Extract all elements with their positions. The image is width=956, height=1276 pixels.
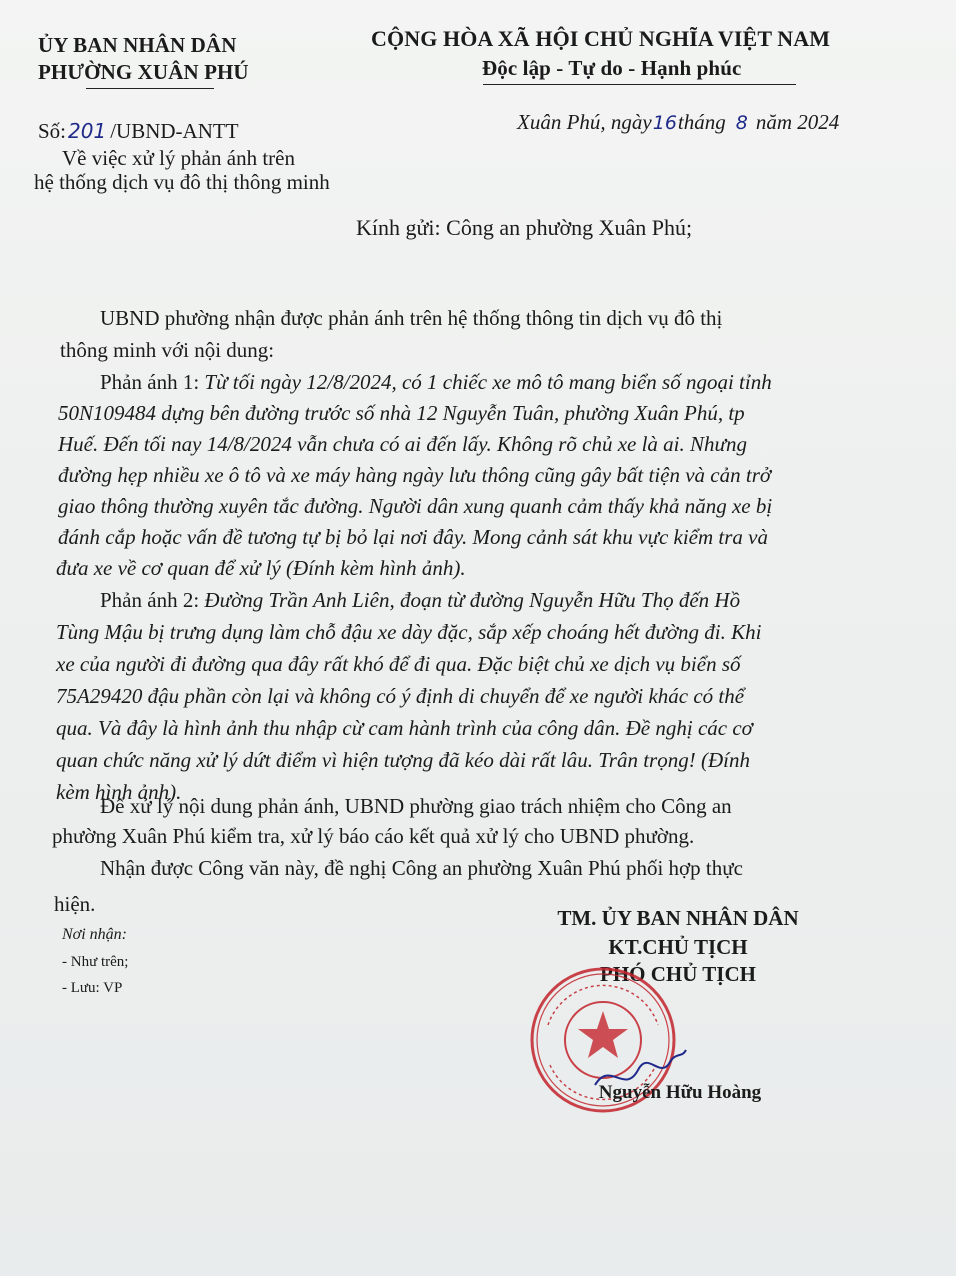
report-1-label: Phản ánh 1: [100, 370, 205, 394]
doc-number-prefix: Số: [38, 119, 67, 143]
document-date [517, 106, 839, 139]
motto-underline [483, 84, 796, 85]
date-month: 8 [735, 112, 748, 134]
date-month-label: tháng [677, 110, 726, 134]
signature-title-1: TM. ỦY BAN NHÂN DÂN [557, 906, 799, 930]
signer-name: Nguyễn Hữu Hoàng [598, 1082, 762, 1103]
signature-title-3: PHÓ CHỦ TỊCH [600, 962, 756, 986]
report-2-line-4: 75A29420 đậu phần còn lại và không có ý định di chuyển để xe người khác có thể [56, 684, 745, 708]
report-2-line-7: kèm hình ảnh). [56, 780, 182, 804]
date-year: năm 2024 [755, 110, 840, 134]
report-1-line-4: đường hẹp nhiều xe ô tô và xe máy hàng ngày lưu thông cũng gây bất tiện và cản trở [58, 463, 772, 487]
report-1-line-5: giao thông thường xuyên tắc đường. Người dân xung quanh cảm thấy khả năng xe bị [58, 494, 773, 518]
closing-line-1: Nhận được Công văn này, đề nghị Công an phường Xuân Phú phối hợp thực [100, 856, 743, 880]
report-1-line-1 [100, 366, 772, 398]
national-motto: Độc lập - Tự do - Hạnh phúc [482, 56, 742, 80]
recipients-item-1: - Như trên; [62, 954, 129, 970]
report-2-line-2: Tùng Mậu bị trưng dụng làm chỗ đậu xe dày đặc, sắp xếp choáng hết đường đi. Khi [56, 620, 762, 644]
report-1-line-7: đưa xe về cơ quan để xử lý (Đính kèm hình ảnh). [56, 556, 466, 580]
recipients-item-2: - Lưu: VP [62, 980, 123, 996]
national-title: CỘNG HÒA XÃ HỘI CHỦ NGHĨA VIỆT NAM [371, 26, 831, 51]
report-2-line-6: quan chức năng xử lý dứt điểm vì hiện tượng đã kéo dài rất lâu. Trân trọng! (Đính [56, 748, 750, 772]
intro-line-1: UBND phường nhận được phản ánh trên hệ thống thông tin dịch vụ đô thị [100, 306, 723, 330]
report-2-line-1 [100, 584, 740, 616]
intro-line-2: thông minh với nội dung: [60, 338, 275, 362]
signature-title-2: KT.CHỦ TỊCH [608, 935, 748, 959]
report-1-line-2: 50N109484 dựng bên đường trước số nhà 12 Nguyễn Tuân, phường Xuân Phú, tp [58, 401, 745, 425]
assign-line-1: Để xử lý nội dung phản ánh, UBND phường giao trách nhiệm cho Công an [100, 794, 732, 818]
issuer-underline [86, 88, 214, 89]
report-1-line-3: Huế. Đến tối nay 14/8/2024 vẫn chưa có ai đến lấy. Không rõ chủ xe là ai. Nhưng [58, 432, 747, 456]
report-2-line-5: qua. Và đây là hình ảnh thu nhập cừ cam hành trình của công dân. Đề nghị các cơ [56, 716, 753, 740]
report-2-text-1: Đường Trần Anh Liên, đoạn từ đường Nguyễn Hữu Thọ đến Hồ [204, 588, 741, 612]
closing-line-2: hiện. [54, 892, 96, 916]
recipient-line: Kính gửi: Công an phường Xuân Phú; [356, 215, 693, 240]
issuer-line-1: ỦY BAN NHÂN DÂN [38, 33, 237, 57]
report-1-text-1: Từ tối ngày 12/8/2024, có 1 chiếc xe mô tô mang biển số ngoại tỉnh [204, 370, 772, 394]
report-2-label: Phản ánh 2: [100, 588, 205, 612]
assign-line-2: phường Xuân Phú kiểm tra, xử lý báo cáo kết quả xử lý cho UBND phường. [52, 824, 695, 848]
date-day: 16 [652, 112, 677, 134]
report-1-line-6: đánh cắp hoặc vấn đề tương tự bị bỏ lại nơi đây. Mong cảnh sát khu vực kiểm tra và [58, 525, 768, 549]
subject-line-2: hệ thống dịch vụ đô thị thông minh [34, 170, 330, 194]
report-2-line-3: xe của người đi đường qua đây rất khó để đi qua. Đặc biệt chủ xe dịch vụ biển số [56, 652, 741, 676]
doc-number-handwritten: 201 [68, 119, 107, 143]
date-place: Xuân Phú, ngày [517, 110, 652, 134]
doc-number-suffix: /UBND-ANTT [110, 119, 239, 143]
issuer-line-2: PHƯỜNG XUÂN PHÚ [38, 60, 249, 84]
subject-line-1: Về việc xử lý phản ánh trên [62, 146, 295, 170]
recipients-title: Nơi nhận: [62, 926, 127, 943]
